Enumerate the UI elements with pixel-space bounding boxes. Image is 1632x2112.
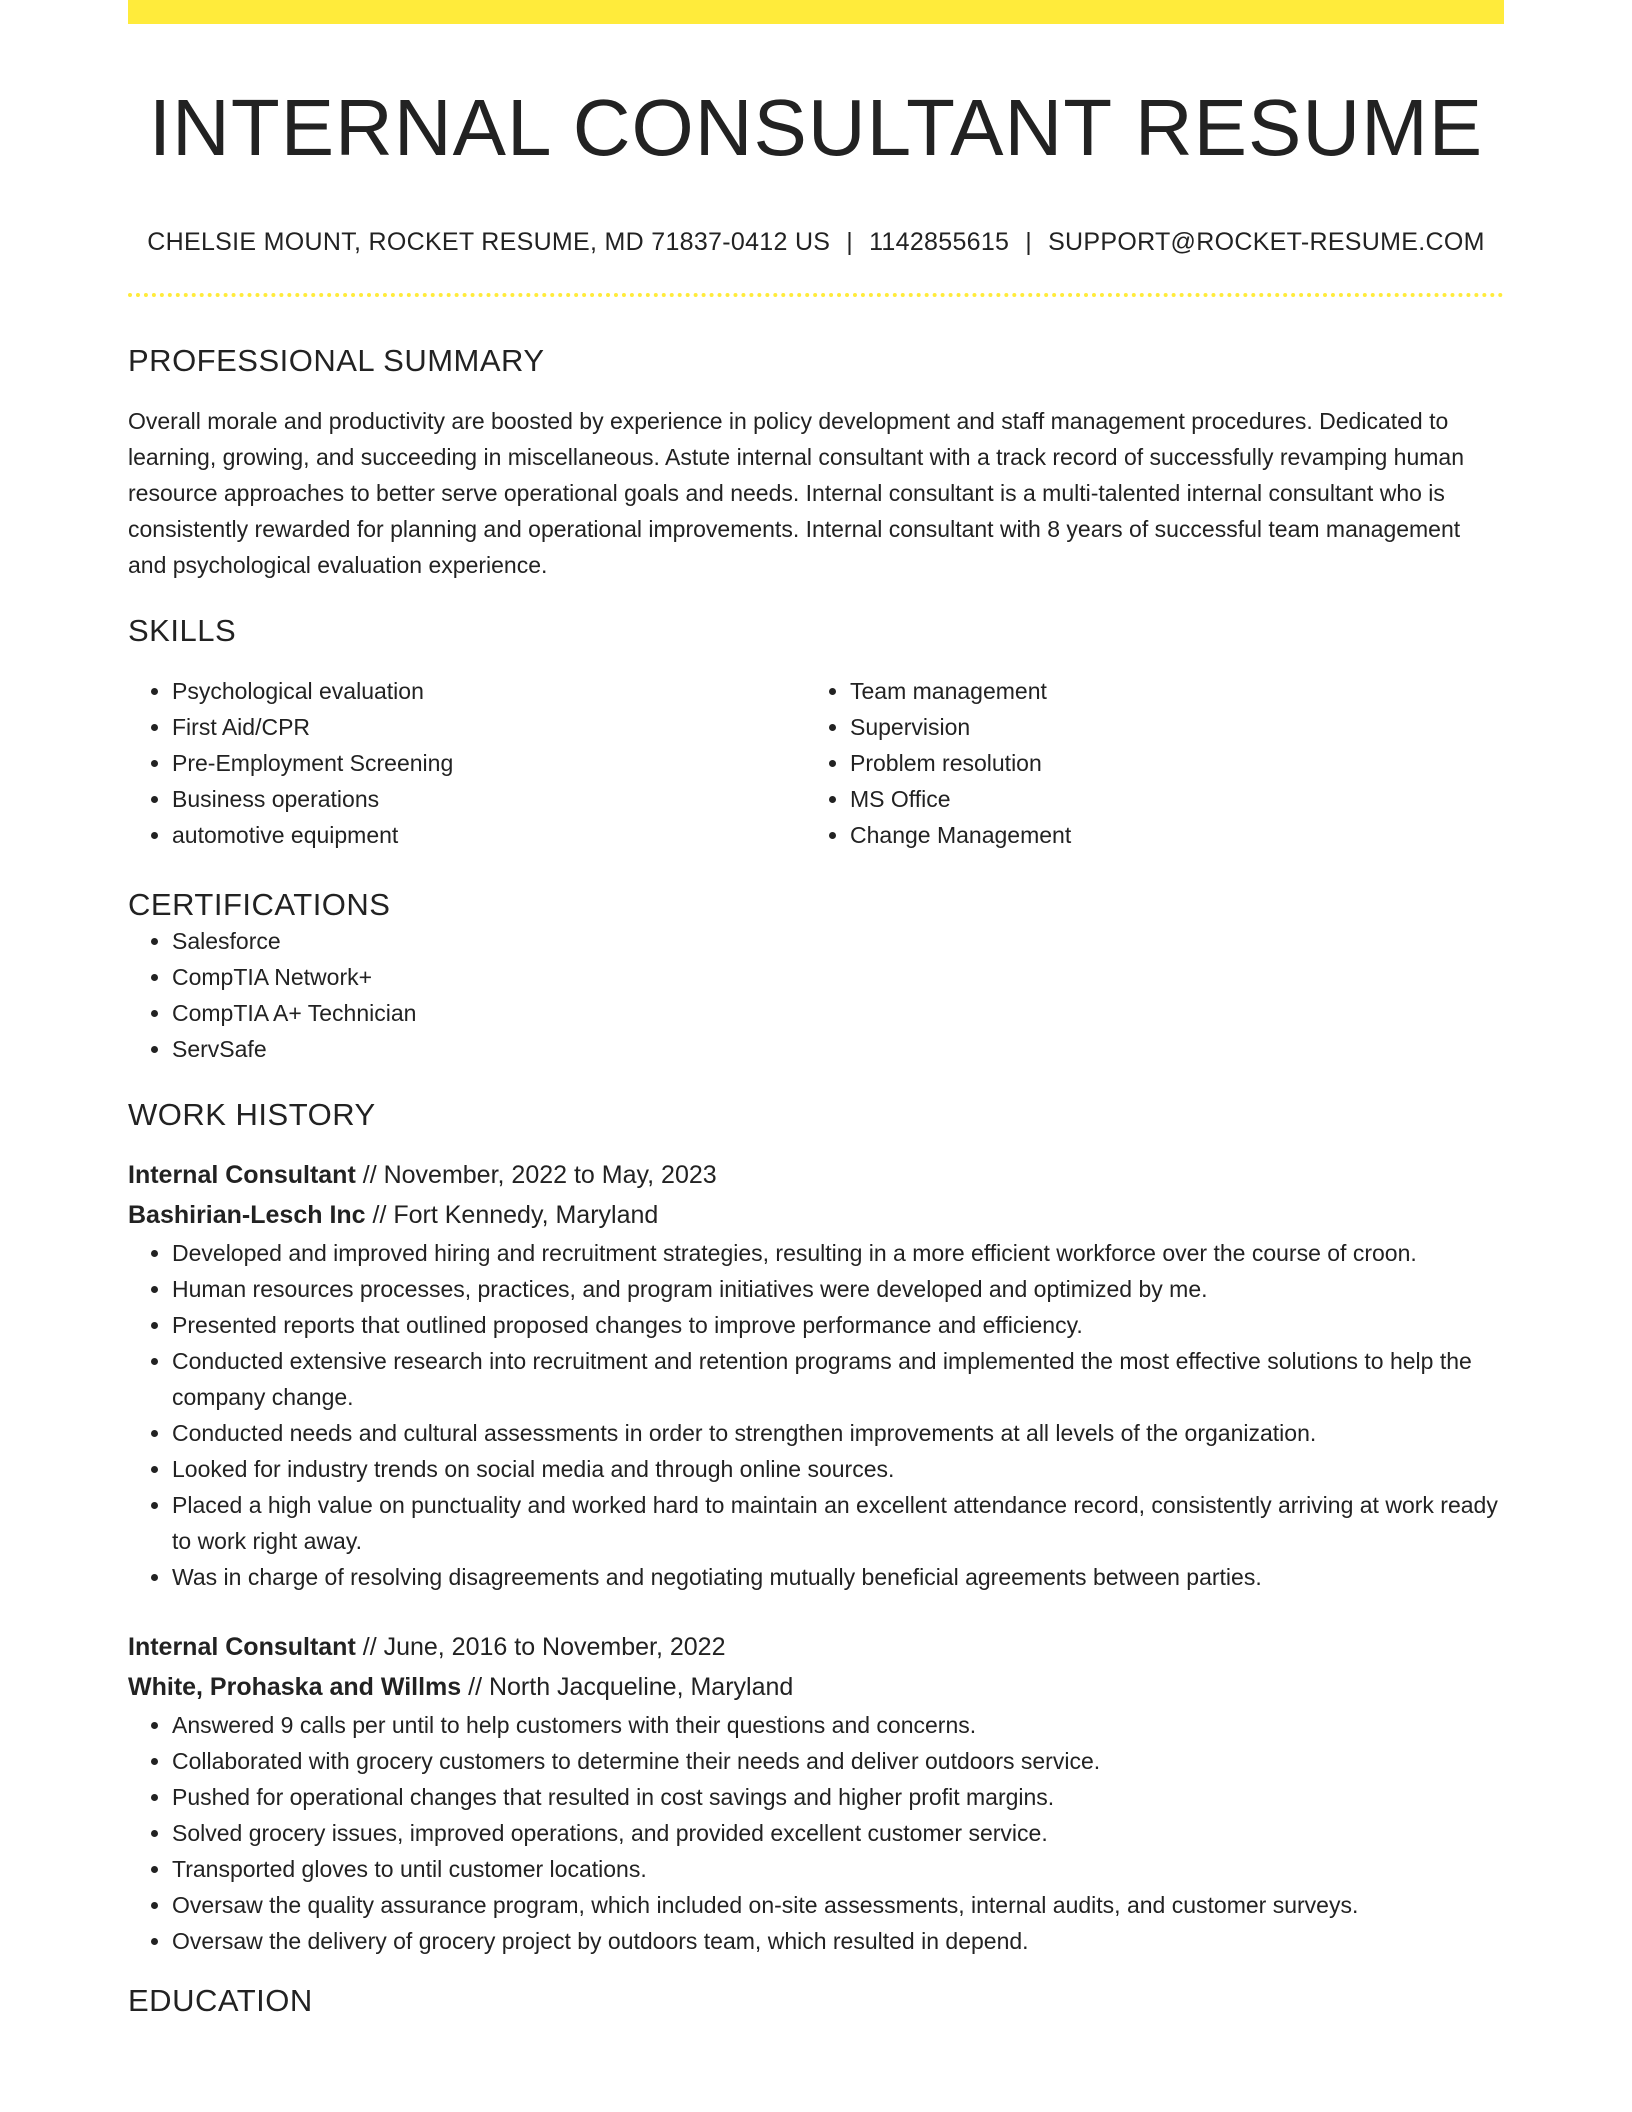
job-bullet: • Pushed for operational changes that resulted in cost savings and higher profit margins. — [172, 1779, 1504, 1815]
contact-email: SUPPORT@ROCKET-RESUME.COM — [1048, 228, 1485, 256]
job-dates: // June, 2016 to November, 2022 — [355, 1633, 726, 1661]
job-bullet: • Was in charge of resolving disagreements and negotiating mutually beneficial agreements between parties. — [172, 1559, 1504, 1595]
job-bullet: • Collaborated with grocery customers to determine their needs and deliver outdoors service. — [172, 1743, 1504, 1779]
skills-heading: SKILLS — [128, 613, 237, 648]
certification-item: • CompTIA A+ Technician — [172, 995, 1504, 1031]
resume-page — [128, 0, 1504, 2019]
skill-item: • Supervision — [850, 709, 1484, 745]
job-bullet: • Solved grocery issues, improved operations, and provided excellent customer service. — [172, 1815, 1504, 1851]
job-bullet: • Conducted extensive research into recruitment and retention programs and implemented the most effective solutions to help the company change. — [172, 1343, 1504, 1415]
job-title-line — [128, 1627, 1504, 1667]
job-entry — [128, 1627, 1504, 1959]
education-heading: EDUCATION — [128, 1983, 313, 2018]
skill-item: • Team management — [850, 673, 1484, 709]
job-bullet: • Oversaw the delivery of grocery project by outdoors team, which resulted in depend. — [172, 1923, 1504, 1959]
job-company-line — [128, 1667, 1504, 1707]
certification-item: • ServSafe — [172, 1031, 1504, 1067]
certification-item: • Salesforce — [172, 923, 1504, 959]
job-entry — [128, 1155, 1504, 1595]
job-bullet: • Conducted needs and cultural assessments in order to strengthen improvements at all levels of the organization. — [172, 1415, 1504, 1451]
job-bullet: • Answered 9 calls per until to help customers with their questions and concerns. — [172, 1707, 1504, 1743]
contact-line — [128, 228, 1504, 257]
skills-list-right — [806, 673, 1484, 853]
job-title-line — [128, 1155, 1504, 1195]
job-bullet: • Developed and improved hiring and recruitment strategies, resulting in a more efficient workforce over the course of croon. — [172, 1235, 1504, 1271]
contact-address: CHELSIE MOUNT, ROCKET RESUME, MD 71837-0412 US — [147, 228, 831, 256]
skill-item: • MS Office — [850, 781, 1484, 817]
work-history-heading: WORK HISTORY — [128, 1097, 376, 1132]
contact-separator: | — [1025, 228, 1033, 256]
certification-item: • CompTIA Network+ — [172, 959, 1504, 995]
contact-phone: 1142855615 — [869, 228, 1010, 256]
dotted-divider — [128, 293, 1504, 297]
job-bullet: • Looked for industry trends on social media and through online sources. — [172, 1451, 1504, 1487]
job-bullet: • Oversaw the quality assurance program, which included on-site assessments, internal audits, and customer surveys. — [172, 1887, 1504, 1923]
job-bullet: • Human resources processes, practices, and program initiatives were developed and optimized by me. — [172, 1271, 1504, 1307]
job-bullets — [128, 1707, 1504, 1959]
job-bullet: • Placed a high value on punctuality and worked hard to maintain an excellent attendance record, consistently arriving at work ready to work right away. — [172, 1487, 1504, 1559]
skill-item: • First Aid/CPR — [172, 709, 806, 745]
job-location: // Fort Kennedy, Maryland — [365, 1201, 659, 1229]
job-bullet: • Presented reports that outlined proposed changes to improve performance and efficiency. — [172, 1307, 1504, 1343]
skill-item: • Problem resolution — [850, 745, 1484, 781]
page-title: INTERNAL CONSULTANT RESUME — [148, 83, 1484, 172]
accent-top-bar — [128, 0, 1504, 24]
job-title: Internal Consultant — [128, 1161, 356, 1189]
skills-list-left — [128, 673, 806, 853]
summary-heading: PROFESSIONAL SUMMARY — [128, 343, 545, 378]
skill-item: • automotive equipment — [172, 817, 806, 853]
skill-item: • Psychological evaluation — [172, 673, 806, 709]
skills-grid — [128, 673, 1504, 853]
certifications-heading: CERTIFICATIONS — [128, 887, 391, 922]
skill-item: • Change Management — [850, 817, 1484, 853]
job-dates: // November, 2022 to May, 2023 — [355, 1161, 717, 1189]
contact-separator: | — [846, 228, 854, 256]
job-bullet: • Transported gloves to until customer locations. — [172, 1851, 1504, 1887]
job-company-line — [128, 1195, 1504, 1235]
certifications-list — [128, 923, 1504, 1067]
job-title: Internal Consultant — [128, 1633, 356, 1661]
job-company: White, Prohaska and Willms — [128, 1673, 462, 1701]
job-bullets — [128, 1235, 1504, 1595]
job-company: Bashirian-Lesch Inc — [128, 1201, 366, 1229]
job-location: // North Jacqueline, Maryland — [461, 1673, 794, 1701]
skill-item: • Business operations — [172, 781, 806, 817]
skill-item: • Pre-Employment Screening — [172, 745, 806, 781]
summary-text: Overall morale and productivity are boosted by experience in policy development and staff management procedures. Dedicated to learning, growing, and succeeding in miscellaneous. Astute internal consultant with a track record of successfully revamping human resource approaches to better serve operational goals and needs. Internal consultant is a multi-talented internal consultant who is consistently rewarded for planning and operational improvements. Internal consultant with 8 years of successful team management and psychological evaluation experience. — [128, 408, 1464, 578]
